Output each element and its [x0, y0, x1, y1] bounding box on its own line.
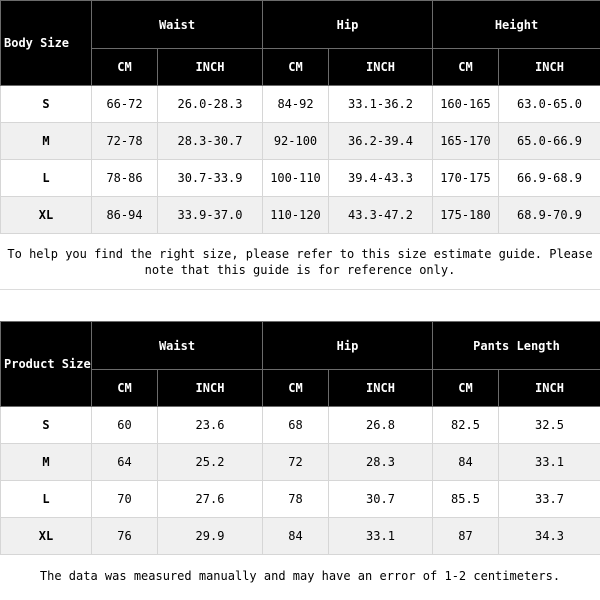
size-guide-note: To help you find the right size, please refer to this size estimate guide. Please note that this guide is for reference only. [7, 247, 593, 277]
table-row [1, 86, 600, 123]
table-row [1, 160, 600, 197]
table-cell: 87 [433, 518, 499, 555]
product-size-header: Product Size [1, 322, 92, 407]
size-label: M [1, 444, 92, 481]
table-cell: 63.0-65.0 [499, 86, 600, 123]
body-size-table [0, 0, 600, 234]
table-cell: 33.1 [329, 518, 433, 555]
table-cell: 175-180 [433, 197, 499, 234]
table-cell: 170-175 [433, 160, 499, 197]
table-cell: 84-92 [263, 86, 329, 123]
table-cell: 26.8 [329, 407, 433, 444]
size-label: M [1, 123, 92, 160]
unit-header: CM [92, 370, 158, 407]
unit-header: INCH [158, 370, 263, 407]
table-cell: 33.9-37.0 [158, 197, 263, 234]
table-cell: 66-72 [92, 86, 158, 123]
table-cell: 92-100 [263, 123, 329, 160]
unit-header: CM [263, 49, 329, 86]
table-cell: 26.0-28.3 [158, 86, 263, 123]
table-cell: 78 [263, 481, 329, 518]
table-cell: 84 [433, 444, 499, 481]
table-cell: 165-170 [433, 123, 499, 160]
table-cell: 60 [92, 407, 158, 444]
unit-header: INCH [499, 49, 600, 86]
table-cell: 34.3 [499, 518, 600, 555]
table-cell: 84 [263, 518, 329, 555]
table-cell: 65.0-66.9 [499, 123, 600, 160]
section-divider [0, 289, 600, 290]
table-cell: 30.7 [329, 481, 433, 518]
table-cell: 27.6 [158, 481, 263, 518]
table-cell: 39.4-43.3 [329, 160, 433, 197]
unit-header: INCH [329, 49, 433, 86]
table-cell: 23.6 [158, 407, 263, 444]
size-label: XL [1, 197, 92, 234]
table-cell: 29.9 [158, 518, 263, 555]
table-cell: 33.1 [499, 444, 600, 481]
table-cell: 33.1-36.2 [329, 86, 433, 123]
product-size-table [0, 321, 600, 555]
height-header: Height [433, 1, 600, 49]
unit-header: INCH [158, 49, 263, 86]
table-cell: 36.2-39.4 [329, 123, 433, 160]
table-cell: 68 [263, 407, 329, 444]
table-cell: 33.7 [499, 481, 600, 518]
table-cell: 72-78 [92, 123, 158, 160]
table-cell: 25.2 [158, 444, 263, 481]
table-row [1, 123, 600, 160]
unit-header: CM [263, 370, 329, 407]
size-label: L [1, 481, 92, 518]
table-cell: 30.7-33.9 [158, 160, 263, 197]
unit-header: INCH [499, 370, 600, 407]
table-cell: 82.5 [433, 407, 499, 444]
table-row [1, 444, 600, 481]
table-cell: 160-165 [433, 86, 499, 123]
table-cell: 66.9-68.9 [499, 160, 600, 197]
size-label: S [1, 407, 92, 444]
table-row [1, 407, 600, 444]
table-cell: 28.3 [329, 444, 433, 481]
table-cell: 78-86 [92, 160, 158, 197]
unit-header: CM [92, 49, 158, 86]
table-cell: 76 [92, 518, 158, 555]
waist-header: Waist [92, 1, 263, 49]
hip-header: Hip [263, 322, 433, 370]
table-row [1, 197, 600, 234]
unit-header: CM [433, 49, 499, 86]
size-label: L [1, 160, 92, 197]
table-cell: 85.5 [433, 481, 499, 518]
measurement-note: The data was measured manually and may have an error of 1-2 centimeters. [39, 569, 561, 583]
unit-header: INCH [329, 370, 433, 407]
unit-header: CM [433, 370, 499, 407]
body-size-header: Body Size [1, 1, 92, 86]
size-label: XL [1, 518, 92, 555]
table-cell: 32.5 [499, 407, 600, 444]
hip-header: Hip [263, 1, 433, 49]
pants-length-header: Pants Length [433, 322, 600, 370]
table-cell: 72 [263, 444, 329, 481]
table-cell: 43.3-47.2 [329, 197, 433, 234]
table-cell: 68.9-70.9 [499, 197, 600, 234]
table-row [1, 481, 600, 518]
table-cell: 100-110 [263, 160, 329, 197]
table-cell: 64 [92, 444, 158, 481]
table-cell: 28.3-30.7 [158, 123, 263, 160]
table-cell: 70 [92, 481, 158, 518]
waist-header: Waist [92, 322, 263, 370]
table-cell: 110-120 [263, 197, 329, 234]
table-cell: 86-94 [92, 197, 158, 234]
table-row [1, 518, 600, 555]
size-label: S [1, 86, 92, 123]
